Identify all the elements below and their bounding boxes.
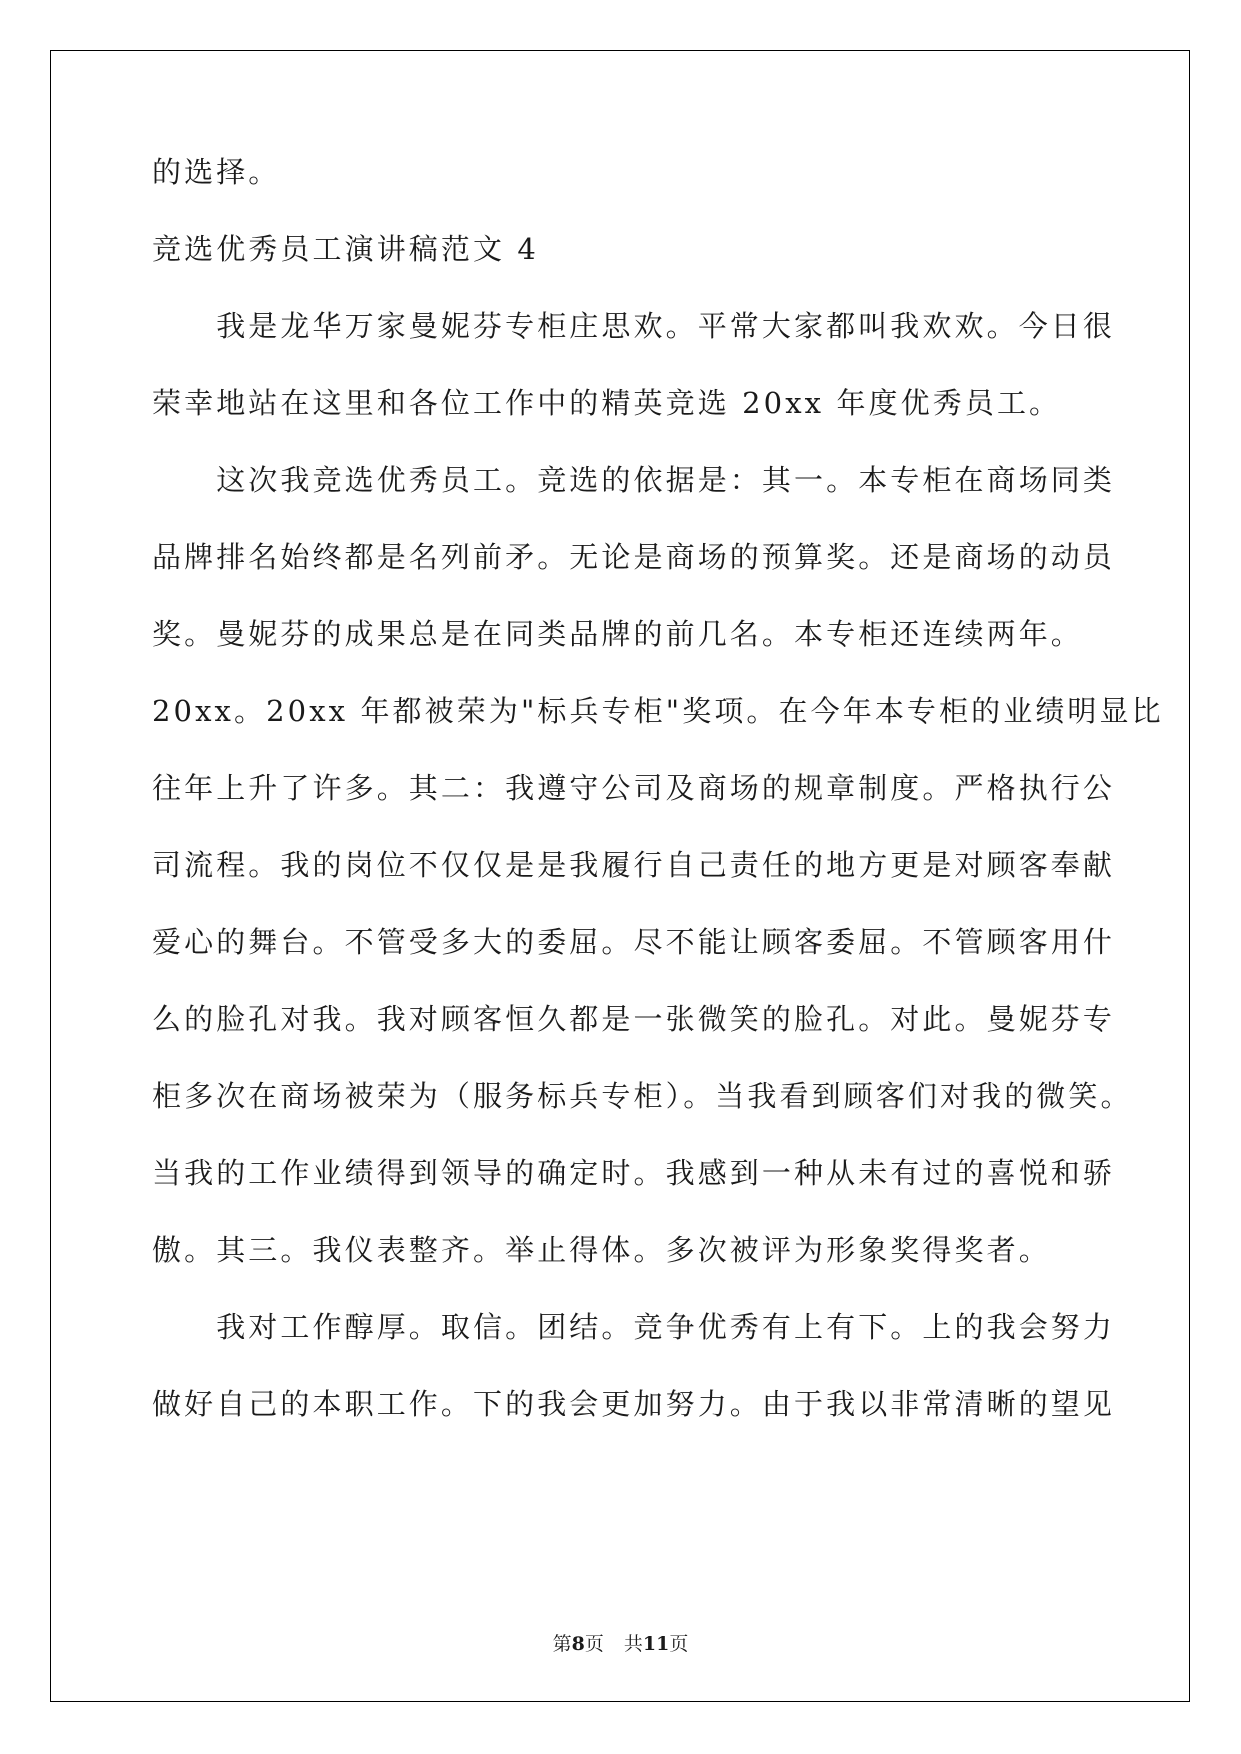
text-line: 柜多次在商场被荣为（服务标兵专柜）。当我看到顾客们对我的微笑。 [152,1079,1133,1113]
text-line: 往年上升了许多。其二：我遵守公司及商场的规章制度。严格执行公 [152,771,1116,805]
text-line: 这次我竞选优秀员工。竞选的依据是：其一。本专柜在商场同类 [152,463,1116,497]
text-line: 我对工作醇厚。取信。团结。竞争优秀有上有下。上的我会努力 [152,1310,1116,1344]
text-line: 司流程。我的岗位不仅仅是是我履行自己责任的地方更是对顾客奉献 [152,848,1116,882]
text-line: 品牌排名始终都是名列前矛。无论是商场的预算奖。还是商场的动员 [152,540,1116,574]
text-line: 奖。曼妮芬的成果总是在同类品牌的前几名。本专柜还连续两年。 [152,617,1083,651]
text-line: 20xx。20xx 年都被荣为"标兵专柜"奖项。在今年本专柜的业绩明显比 [152,694,1164,728]
text-line: 荣幸地站在这里和各位工作中的精英竞选 20xx 年度优秀员工。 [152,386,1062,420]
page-footer [0,1632,1241,1656]
page-current: 8 [571,1633,585,1655]
page-prefix: 第 [552,1633,572,1655]
section-title: 竞选优秀员工演讲稿范文 4 [152,232,539,266]
text-line: 我是龙华万家曼妮芬专柜庄思欢。平常大家都叫我欢欢。今日很 [152,309,1116,343]
text-line: 当我的工作业绩得到领导的确定时。我感到一种从未有过的喜悦和骄 [152,1156,1116,1190]
page-total: 11 [642,1633,670,1655]
total-suffix: 页 [669,1633,689,1655]
text-line: 傲。其三。我仪表整齐。举止得体。多次被评为形象奖得奖者。 [152,1233,1051,1267]
document-body [152,150,1164,1459]
text-line: 爱心的舞台。不管受多大的委屈。尽不能让顾客委屈。不管顾客用什 [152,925,1116,959]
total-prefix: 共 [623,1633,643,1655]
page-suffix: 页 [584,1633,604,1655]
text-line: 的选择。 [152,155,281,189]
text-line: 么的脸孔对我。我对顾客恒久都是一张微笑的脸孔。对此。曼妮芬专 [152,1002,1116,1036]
text-line: 做好自己的本职工作。下的我会更加努力。由于我以非常清晰的望见 [152,1387,1116,1421]
